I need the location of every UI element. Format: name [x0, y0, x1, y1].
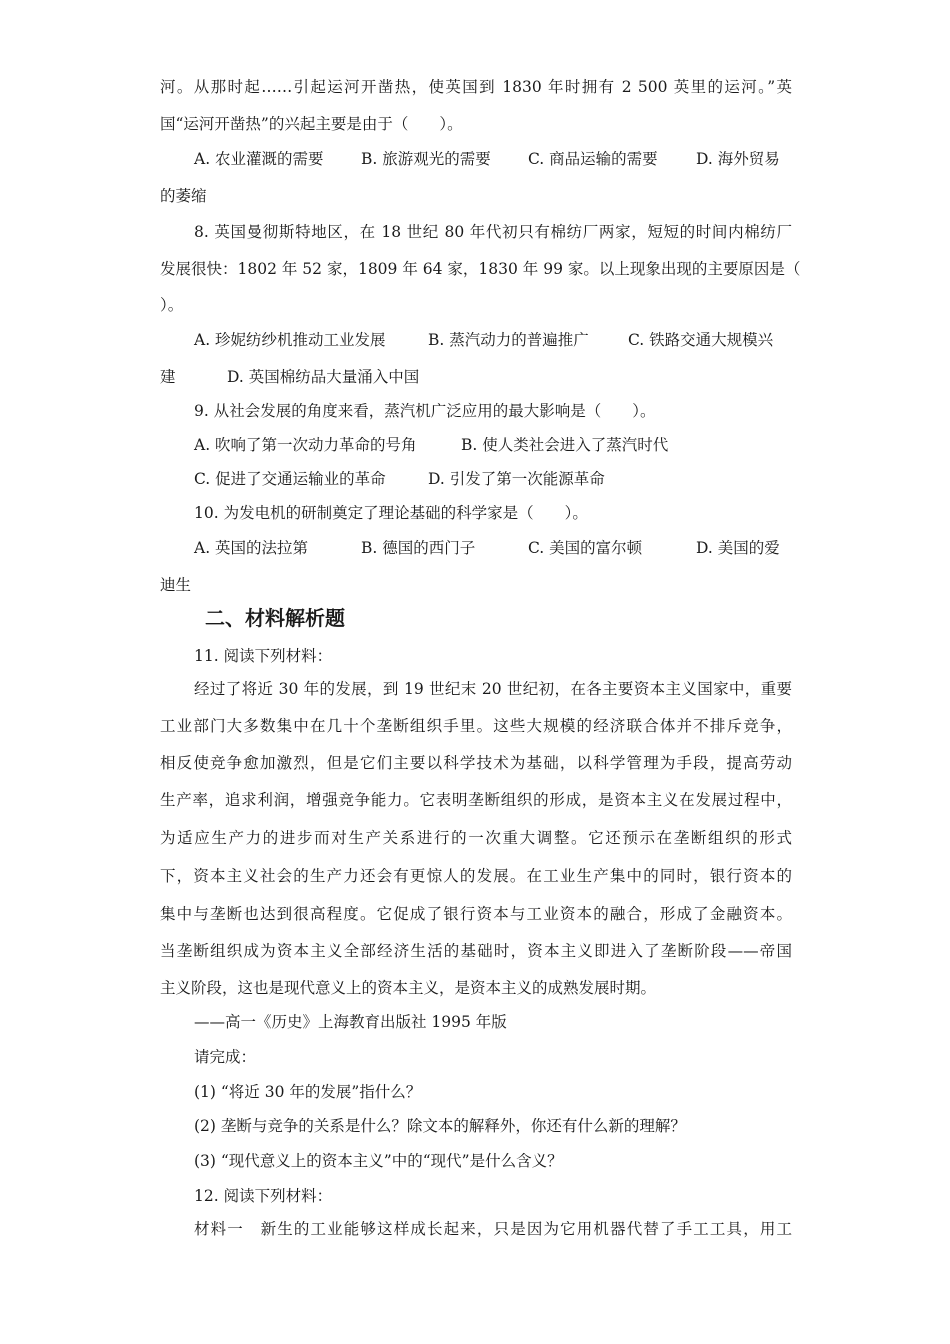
- q10-option-d: D. 美国的爱: [696, 539, 780, 557]
- q11-material-line-2: 工业部门大多数集中在几十个垄断组织手里。这些大规模的经济联合体并不排斥竞争，: [160, 717, 792, 735]
- q11-sub-question-2: (2) 垄断与竞争的关系是什么？除文本的解释外，你还有什么新的理解？: [194, 1117, 686, 1135]
- q9-option-a: A. 吹响了第一次动力革命的号角: [194, 436, 417, 454]
- q11-material-line-3: 相反使竞争愈加激烈，但是它们主要以科学技术为基础，以科学管理为手段，提高劳动: [160, 754, 792, 772]
- q9-option-d: D. 引发了第一次能源革命: [428, 470, 605, 488]
- q10-option-a: A. 英国的法拉第: [194, 539, 309, 557]
- q9-stem: 9. 从社会发展的角度来看，蒸汽机广泛应用的最大影响是（ ）。: [194, 402, 656, 420]
- q7-option-b: B. 旅游观光的需要: [361, 150, 491, 168]
- q11-material-line-1: 经过了将近 30 年的发展，到 19 世纪末 20 世纪初，在各主要资本主义国家中，重要: [194, 680, 792, 698]
- q11-source: ——高一《历史》上海教育出版社 1995 年版: [194, 1013, 507, 1031]
- q8-option-a: A. 珍妮纺纱机推动工业发展: [194, 331, 386, 349]
- q10-option-c: C. 美国的富尔顿: [528, 539, 643, 557]
- q10-stem: 10. 为发电机的研制奠定了理论基础的科学家是（ ）。: [194, 504, 588, 522]
- q8-option-d: D. 英国棉纺品大量涌入中国: [227, 368, 420, 386]
- q9-option-c: C. 促进了交通运输业的革命: [194, 470, 386, 488]
- q7-option-d: D. 海外贸易: [696, 150, 780, 168]
- q12-stem: 12. 阅读下列材料：: [194, 1187, 333, 1205]
- q7-text-line-1: 河。从那时起……引起运河开凿热，使英国到 1830 年时拥有 2 500 英里的运河。”英: [160, 78, 792, 96]
- q8-text-line-1: 8. 英国曼彻斯特地区，在 18 世纪 80 年代初只有棉纺厂两家，短短的时间内棉纺厂: [194, 223, 792, 241]
- q11-sub-question-1: (1) “将近 30 年的发展”指什么？: [194, 1083, 422, 1101]
- q8-text-line-3: ）。: [160, 296, 184, 314]
- q11-sub-question-3: (3) “现代意义上的资本主义”中的“现代”是什么含义？: [194, 1152, 563, 1170]
- section-heading: 二、材料解析题: [205, 606, 345, 630]
- q8-text-line-2: 发展很快：1802 年 52 家，1809 年 64 家，1830 年 99 家。以上现象出现的主要原因是（: [160, 260, 801, 278]
- q7-option-a: A. 农业灌溉的需要: [194, 150, 324, 168]
- q11-material-line-7: 集中与垄断也达到很高程度。它促成了银行资本与工业资本的融合，形成了金融资本。: [160, 905, 792, 923]
- q11-material-line-9: 主义阶段，这也是现代意义上的资本主义，是资本主义的成熟发展时期。: [160, 979, 657, 997]
- q7-option-d-continued: 的萎缩: [160, 187, 207, 205]
- q11-material-line-4: 生产率，追求利润，增强竞争能力。它表明垄断组织的形成，是资本主义在发展过程中，: [160, 791, 792, 809]
- q9-option-b: B. 使人类社会进入了蒸汽时代: [461, 436, 669, 454]
- q11-material-line-5: 为适应生产力的进步而对生产关系进行的一次重大调整。它还预示在垄断组织的形式: [160, 829, 792, 847]
- q11-material-line-6: 下，资本主义社会的生产力还会有更惊人的发展。在工业生产集中的同时，银行资本的: [160, 867, 792, 885]
- q8-option-b: B. 蒸汽动力的普遍推广: [428, 331, 589, 349]
- q8-option-c-continued: 建: [160, 368, 176, 386]
- q12-material-1-line-1: 材料一 新生的工业能够这样成长起来，只是因为它用机器代替了手工工具，用工: [194, 1220, 792, 1238]
- q10-option-b: B. 德国的西门子: [361, 539, 476, 557]
- q11-prompt: 请完成：: [194, 1048, 257, 1066]
- q10-option-d-continued: 迪生: [160, 576, 192, 594]
- q7-text-line-2: 国“运河开凿热”的兴起主要是由于（ ）。: [160, 115, 463, 133]
- q7-option-c: C. 商品运输的需要: [528, 150, 658, 168]
- q8-option-c: C. 铁路交通大规模兴: [628, 331, 774, 349]
- q11-stem: 11. 阅读下列材料：: [194, 647, 333, 665]
- q11-material-line-8: 当垄断组织成为资本主义全部经济生活的基础时，资本主义即进入了垄断阶段——帝国: [160, 942, 792, 960]
